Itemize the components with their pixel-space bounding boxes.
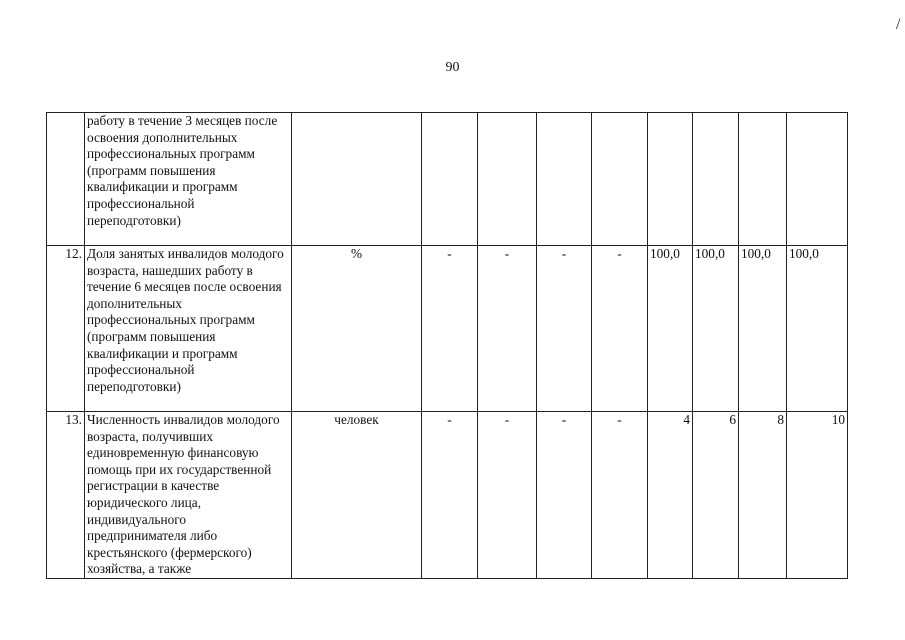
table-row — [47, 113, 848, 246]
value-cell — [422, 113, 478, 246]
row-number: 12. — [47, 246, 85, 412]
value-cell: 100,0 — [787, 246, 848, 412]
value-cell: - — [592, 246, 648, 412]
value-cell: 100,0 — [739, 246, 787, 412]
indicators-table — [46, 112, 848, 579]
corner-mark: / — [896, 16, 901, 33]
value-cell: 4 — [648, 412, 693, 579]
value-cell: - — [537, 246, 592, 412]
value-cell: 100,0 — [693, 246, 739, 412]
value-cell: 100,0 — [648, 246, 693, 412]
indicator-description: работу в течение 3 месяцев после освоения дополнительных профессиональных программ (программ повышения квалификации и программ профессиональной переподготовки) — [85, 113, 292, 246]
unit-cell: человек — [292, 412, 422, 579]
value-cell: - — [478, 246, 537, 412]
value-cell — [693, 113, 739, 246]
value-cell — [592, 113, 648, 246]
value-cell — [648, 113, 693, 246]
value-cell — [739, 113, 787, 246]
unit-cell: % — [292, 246, 422, 412]
value-cell: - — [478, 412, 537, 579]
page-number: 90 — [445, 60, 460, 75]
value-cell — [787, 113, 848, 246]
row-number — [47, 113, 85, 246]
table-row — [47, 246, 848, 412]
value-cell — [537, 113, 592, 246]
value-cell: - — [537, 412, 592, 579]
value-cell: 6 — [693, 412, 739, 579]
indicator-description: Численность инвалидов молодого возраста, получивших единовременную финансовую помощь при их государственной регистрации в качестве юридического лица, индивидуального предпринимателя либо крестьянского (фермерского) хозяйства, а также — [85, 412, 292, 579]
unit-cell — [292, 113, 422, 246]
value-cell: - — [422, 246, 478, 412]
value-cell: - — [592, 412, 648, 579]
value-cell — [478, 113, 537, 246]
table-row — [47, 412, 848, 579]
indicator-description: Доля занятых инвалидов молодого возраста, нашедших работу в течение 6 месяцев после освоения дополнительных профессиональных программ (программ повышения квалификации и программ профессиональной переподготовки) — [85, 246, 292, 412]
value-cell: - — [422, 412, 478, 579]
value-cell: 8 — [739, 412, 787, 579]
row-number: 13. — [47, 412, 85, 579]
value-cell: 10 — [787, 412, 848, 579]
